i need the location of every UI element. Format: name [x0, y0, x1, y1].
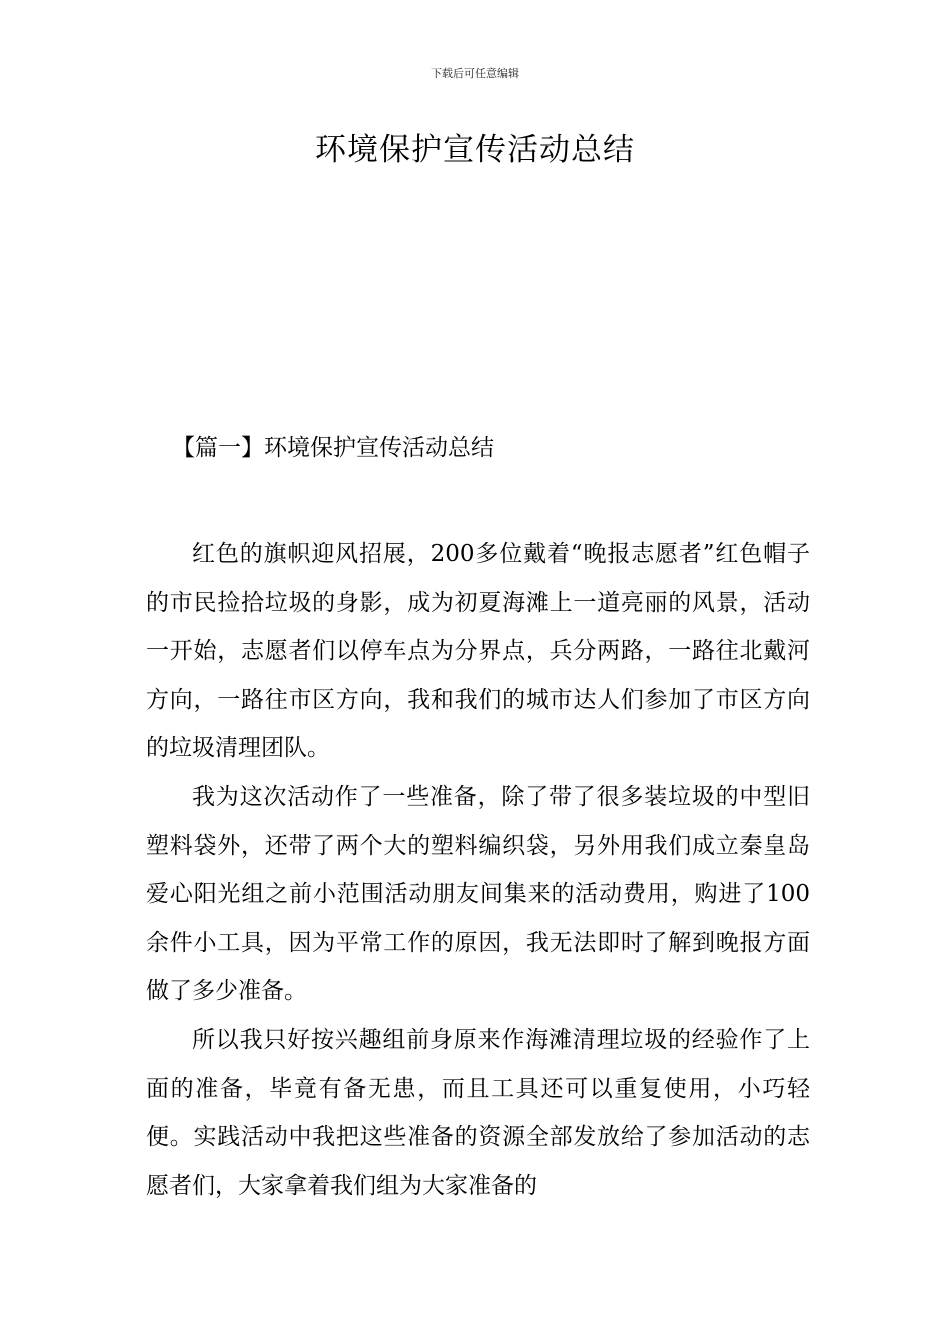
body-text	[146, 530, 810, 1210]
paragraph-3: 所以我只好按兴趣组前身原来作海滩清理垃圾的经验作了上面的准备，毕竟有备无患，而且工具还可以重复使用，小巧轻便。实践活动中我把这些准备的资源全部发放给了参加活动的志愿者们，大家拿着我们组为大家准备的	[146, 1026, 810, 1199]
document-title: 环境保护宣传活动总结	[315, 132, 635, 168]
section-heading: 【篇一】环境保护宣传活动总结	[172, 435, 494, 461]
header-note: 下载后可任意编辑	[431, 67, 519, 80]
paragraph-1: 红色的旗帜迎风招展，200多位戴着“晚报志愿者”红色帽子的市民捡拾垃圾的身影，成为初夏海滩上一道亮丽的风景，活动一开始，志愿者们以停车点为分界点，兵分两路，一路往北戴河方向，一路往市区方向，我和我们的城市达人们参加了市区方向的垃圾清理团队。	[146, 541, 810, 762]
paragraph-2: 我为这次活动作了一些准备，除了带了很多装垃圾的中型旧塑料袋外，还带了两个大的塑料编织袋，另外用我们成立秦皇岛爱心阳光组之前小范围活动朋友间集来的活动费用，购进了100余件小工具，因为平常工作的原因，我无法即时了解到晚报方面做了多少准备。	[146, 783, 810, 1005]
